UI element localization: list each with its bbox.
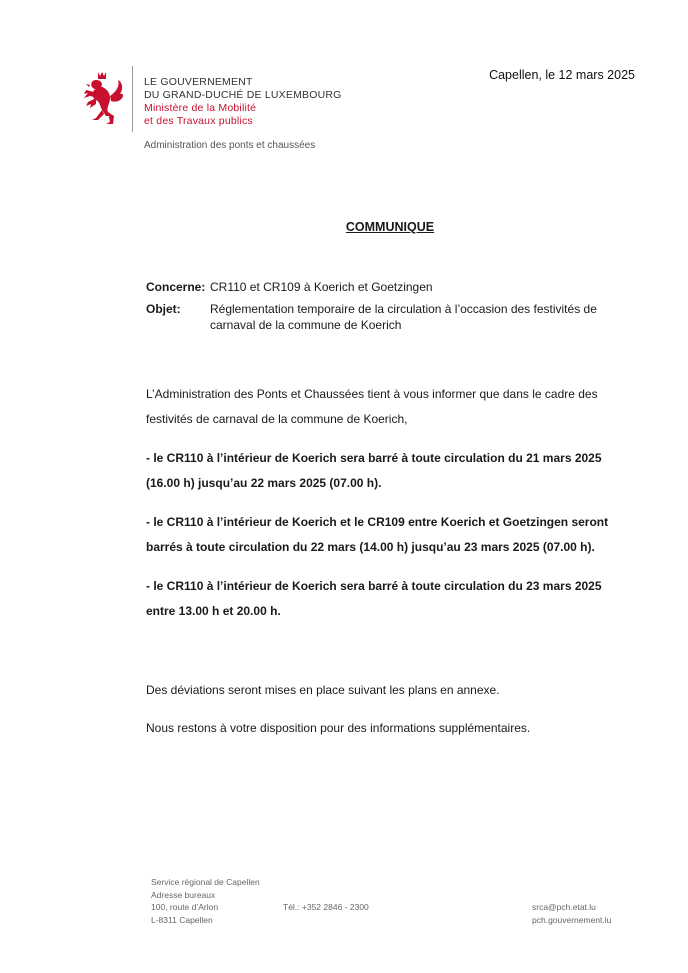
- government-line-2: DU GRAND-DUCHÉ DE LUXEMBOURG: [144, 89, 342, 101]
- ministry-line-1: Ministère de la Mobilité: [144, 102, 257, 114]
- footer-phone: Tél.: +352 2846 - 2300: [283, 902, 369, 912]
- document-title: COMMUNIQUE: [345, 220, 435, 234]
- place-and-date: Capellen, le 12 mars 2025: [489, 68, 635, 82]
- ministry-line-2: et des Travaux publics: [144, 115, 253, 127]
- concerne-label: Concerne:: [146, 280, 206, 294]
- government-header: [144, 76, 342, 128]
- contact-paragraph: Nous restons à votre disposition pour des informations supplémentaires.: [146, 721, 531, 735]
- objet-value: Réglementation temporaire de la circulation à l’occasion des festivités de carnaval de la commune de Koerich: [210, 302, 597, 332]
- closure-item-3: [146, 574, 636, 624]
- objet-label: Objet:: [146, 302, 181, 316]
- footer-website[interactable]: pch.gouvernement.lu: [532, 914, 612, 925]
- concerne-row: [146, 279, 616, 295]
- header-divider: [132, 66, 133, 132]
- closure-item-1: - le CR110 à l’intérieur de Koerich sera barré à toute circulation du 21 mars 2025 (16.00 h) jusqu’au 22 mars 2025 (07.00 h).: [146, 451, 602, 490]
- closure-item-3-line-1: - le CR110 à l’intérieur de Koerich sera barré à toute circulation du 23 mars 2025: [146, 579, 602, 593]
- closure-item-3-line-2: entre 13.00 h et 20.00 h.: [146, 604, 281, 618]
- closure-item-2: - le CR110 à l’intérieur de Koerich et le CR109 entre Koerich et Goetzingen seront barrés à toute circulation du 22 mars (14.00 h) jusqu’au 23 mars 2025 (07.00 h).: [146, 515, 609, 554]
- footer-street: 100, route d’Arlon: [151, 902, 219, 912]
- red-lion-coat-of-arms-icon: [78, 70, 126, 126]
- subject-block: [146, 279, 616, 339]
- footer-contact: [532, 901, 611, 926]
- objet-row: [146, 301, 616, 333]
- intro-paragraph: L’Administration des Ponts et Chaussées tient à vous informer que dans le cadre des festivités de carnaval de la commune de Koerich,: [146, 387, 598, 426]
- concerne-value: CR110 et CR109 à Koerich et Goetzingen: [210, 280, 433, 294]
- footer-service: Service régional de Capellen: [151, 877, 260, 887]
- government-line-1: LE GOUVERNEMENT: [144, 76, 253, 88]
- footer-address: [151, 876, 260, 926]
- deviations-paragraph: Des déviations seront mises en place suivant les plans en annexe.: [146, 683, 500, 697]
- footer-address-label: Adresse bureaux: [151, 889, 216, 900]
- footer-email[interactable]: srca@pch.etat.lu: [532, 902, 596, 912]
- footer-city: L-8311 Capellen: [151, 914, 213, 925]
- administration-name: Administration des ponts et chaussées: [144, 140, 316, 151]
